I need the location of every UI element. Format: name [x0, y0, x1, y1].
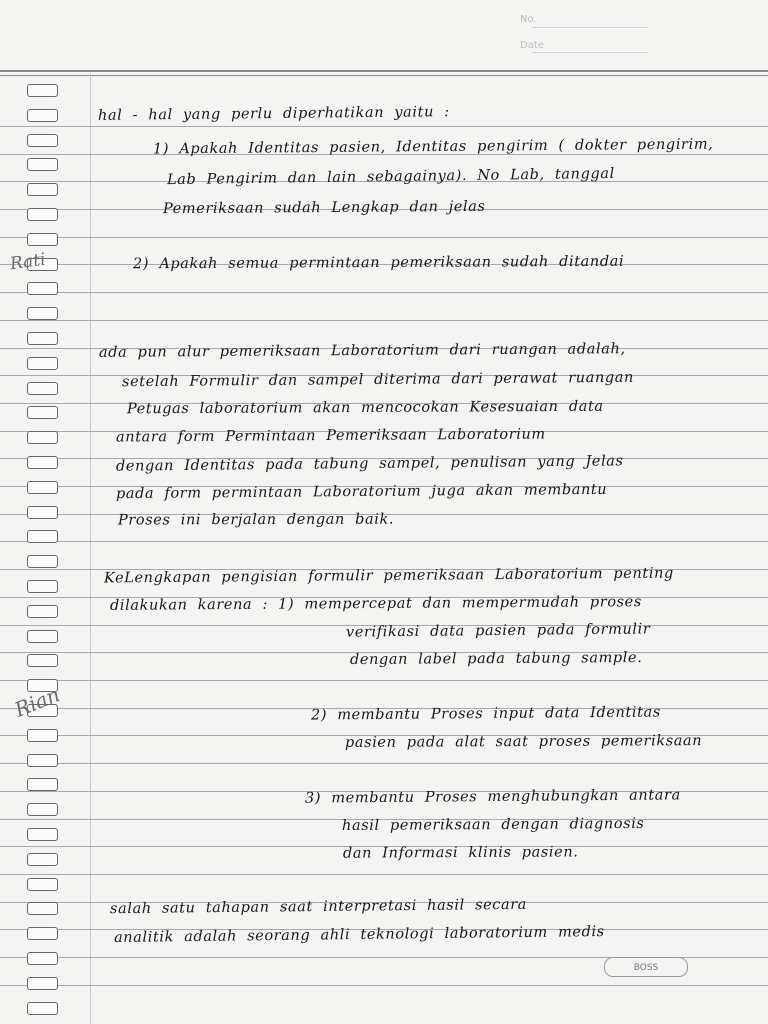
binding-hole: [27, 84, 58, 97]
ruled-line: [0, 292, 768, 293]
ruled-line: [0, 237, 768, 238]
margin-note-1: Rati: [8, 249, 47, 275]
text-line-19: 3) membantu Proses menghubungkan antara: [304, 787, 681, 807]
text-line-3: Lab Pengirim dan lain sebagainya). No Lab, tanggal: [166, 165, 615, 189]
binding-hole: [27, 902, 58, 915]
binding-hole: [27, 431, 58, 444]
text-line-10: dengan Identitas pada tabung sampel, penulisan yang Jelas: [115, 453, 624, 475]
binding-hole: [27, 654, 58, 667]
text-line-18: pasien pada alat saat proses pemeriksaan: [344, 733, 703, 751]
text-line-13: KeLengkapan pengisian formulir pemeriksaan Laboratorium penting: [103, 565, 674, 587]
ruled-line: [0, 680, 768, 681]
header-date-label: Date: [520, 40, 544, 51]
text-line-21: dan Informasi klinis pasien.: [342, 844, 579, 862]
binding-hole: [27, 134, 58, 147]
binding-hole: [27, 158, 58, 171]
binding-hole: [27, 233, 58, 246]
ruled-line: [0, 985, 768, 986]
header-date-line: [532, 52, 648, 53]
top-rule-secondary: [0, 75, 768, 76]
binding-hole: [27, 506, 58, 519]
binding-hole: [27, 778, 58, 791]
text-line-1: hal - hal yang perlu diperhatikan yaitu :: [97, 104, 450, 124]
binding-hole: [27, 332, 58, 345]
binding-hole: [27, 456, 58, 469]
text-line-22: salah satu tahapan saat interpretasi hasil secara: [109, 896, 528, 918]
binding-hole: [27, 580, 58, 593]
binding-hole: [27, 208, 58, 221]
binding-hole: [27, 828, 58, 841]
text-line-11: pada form permintaan Laboratorium juga akan membantu: [115, 481, 608, 503]
text-line-12: Proses ini berjalan dengan baik.: [117, 511, 395, 529]
text-line-15: verifikasi data pasien pada formulir: [345, 621, 651, 641]
text-line-8: Petugas laboratorium akan mencocokan Kesesuaian data: [126, 398, 604, 418]
text-line-4: Pemeriksaan sudah Lengkap dan jelas: [162, 198, 486, 218]
binding-hole: [27, 729, 58, 742]
text-line-14: dilakukan karena : 1) mempercepat dan mempermudah proses: [109, 594, 642, 614]
binding-hole: [27, 754, 58, 767]
binding-hole: [27, 307, 58, 320]
binding-hole: [27, 406, 58, 419]
text-line-2: 1) Apakah Identitas pasien, Identitas pengirim ( dokter pengirim,: [152, 136, 714, 158]
binding-hole: [27, 605, 58, 618]
text-line-9: antara form Permintaan Pemeriksaan Laboratorium: [115, 426, 546, 446]
binding-hole: [27, 927, 58, 940]
binding-hole: [27, 803, 58, 816]
binding-hole: [27, 481, 58, 494]
binding-hole: [27, 853, 58, 866]
binding-hole: [27, 878, 58, 891]
binding-hole: [27, 977, 58, 990]
binding-hole: [27, 1002, 58, 1015]
ruled-line: [0, 874, 768, 875]
text-line-5: 2) Apakah semua permintaan pemeriksaan sudah ditandai: [132, 253, 625, 273]
text-line-6: ada pun alur pemeriksaan Laboratorium dari ruangan adalah,: [98, 341, 626, 361]
binding-hole: [27, 282, 58, 295]
margin-line: [90, 73, 91, 1024]
header-no-line: [532, 27, 648, 28]
text-line-16: dengan label pada tabung sample.: [349, 649, 643, 669]
ruled-line: [0, 541, 768, 542]
binding-hole: [27, 109, 58, 122]
header-no-label: No.: [520, 14, 537, 25]
top-rule: [0, 70, 768, 72]
ruled-line: [0, 320, 768, 321]
text-line-23: analitik adalah seorang ahli teknologi laboratorium medis: [113, 924, 605, 946]
binding-hole: [27, 357, 58, 370]
text-line-17: 2) membantu Proses input data Identitas: [310, 704, 661, 724]
binding-hole: [27, 555, 58, 568]
binding-hole: [27, 530, 58, 543]
text-line-20: hasil pemeriksaan dengan diagnosis: [341, 815, 645, 835]
binding-hole: [27, 630, 58, 643]
margin-note-2: Rian: [11, 682, 64, 722]
ruled-line: [0, 763, 768, 764]
ruled-line: [0, 126, 768, 127]
binding-hole: [27, 952, 58, 965]
binding-hole: [27, 382, 58, 395]
text-line-7: setelah Formulir dan sampel diterima dari perawat ruangan: [121, 369, 635, 391]
page-stamp: BOSS: [604, 957, 688, 977]
binding-hole: [27, 183, 58, 196]
